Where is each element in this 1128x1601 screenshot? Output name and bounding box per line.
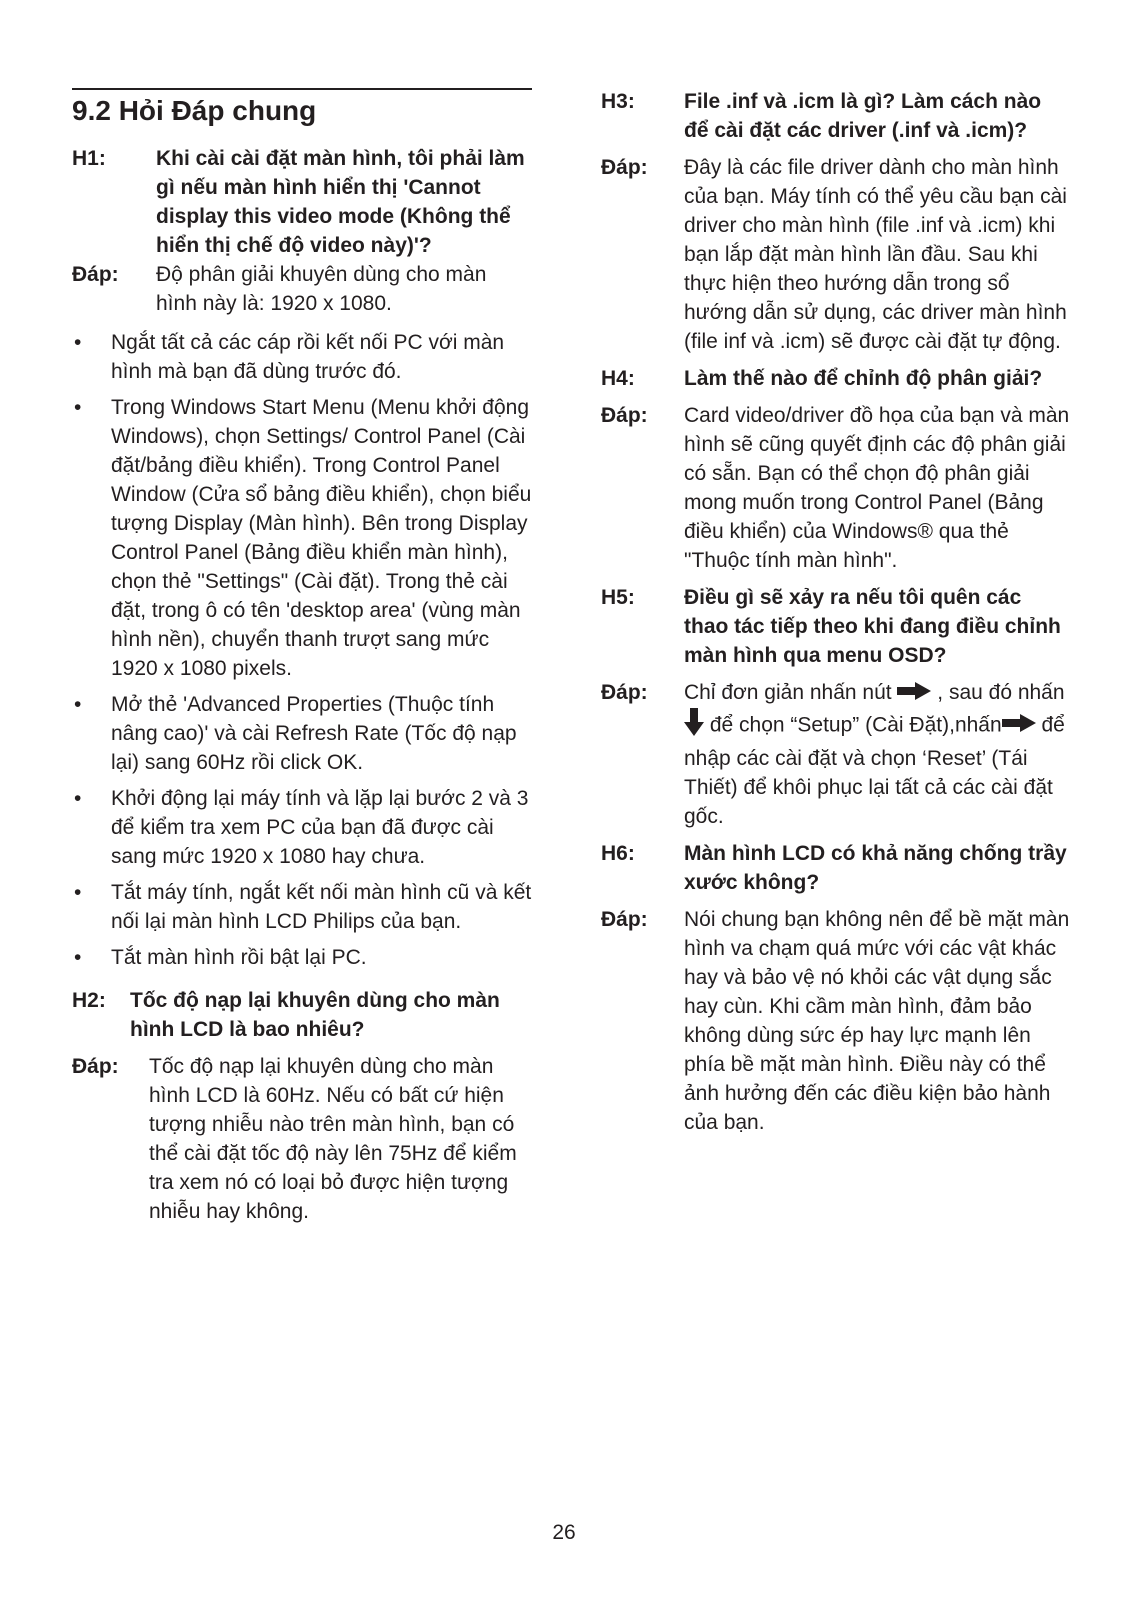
h5-answer-part: để chọn “Setup” (Cài Đặt),nhấn: [704, 713, 1002, 737]
h6-question: [601, 839, 1071, 897]
bullet: •: [74, 946, 82, 969]
answer-label: Đáp:: [72, 1055, 119, 1078]
right-arrow-icon: [897, 679, 931, 708]
list-item-text: Tắt màn hình rồi bật lại PC.: [111, 946, 367, 969]
h3-answer-text: Đây là các file driver dành cho màn hình của bạn. Máy tính có thể yêu cầu bạn cài driver cho màn hình (file .inf và .icm) khi bạn lắp đặt màn hình lần đầu. Sau khi thực hiện theo hướng dẫn trong sổ hướng dẫn sử dụng, các driver màn hình (file inf và .icm) sẽ được cài đặt tự động.: [684, 156, 1067, 353]
h4-answer-text: Card video/driver đồ họa của bạn và màn hình sẽ cũng quyết định các độ phân giải có sẵn. Bạn có thể chọn độ phân giải mong muốn trong Control Panel (Bảng điều khiển) của Windows® qua thẻ "Thuộc tính màn hình".: [684, 404, 1070, 572]
h3-label: H3:: [601, 90, 635, 113]
h3-question-text: File .inf và .icm là gì? Làm cách nào để cài đặt các driver (.inf và .icm)?: [684, 90, 1042, 142]
h4-answer: [601, 401, 1071, 575]
list-item: [72, 328, 532, 386]
down-arrow-icon: [684, 708, 704, 744]
h1-question-text: Khi cài cài đặt màn hình, tôi phải làm gì nếu màn hình hiển thị 'Cannot display this video mode (Không thể hiển thị chế độ video này)'?: [156, 147, 525, 257]
bullet: •: [74, 396, 82, 419]
answer-label: Đáp:: [601, 156, 648, 179]
h2-question: [72, 986, 532, 1044]
h2-question-text: Tốc độ nạp lại khuyên dùng cho màn hình LCD là bao nhiêu?: [130, 989, 500, 1041]
bullet: •: [74, 693, 82, 716]
list-item-text: Khởi động lại máy tính và lặp lại bước 2 và 3 để kiểm tra xem PC của bạn đã được cài sang mức 1920 x 1080 hay chưa.: [111, 787, 529, 868]
h3-answer: [601, 153, 1071, 356]
answer-label: Đáp:: [72, 263, 119, 286]
h6-question-text: Màn hình LCD có khả năng chống trầy xước không?: [684, 841, 1067, 894]
h6-answer-text: Nói chung bạn không nên để bề mặt màn hình va chạm quá mức với các vật khác hay và bảo vệ nó khỏi các vật dụng sắc hay cùn. Khi cầm màn hình, đảm bảo không dùng sức ép hay lực mạnh lên phía bề mặt màn hình. Điều này có thể ảnh hưởng đến các điều kiện bảo hành của bạn.: [684, 907, 1070, 1134]
list-item-text: Tắt máy tính, ngắt kết nối màn hình cũ và kết nối lại màn hình LCD Philips của bạn.: [111, 881, 532, 933]
h5-label: H5:: [601, 586, 635, 609]
h5-answer-part: , sau đó nhấn: [931, 681, 1065, 704]
h1-steps-list: [72, 328, 532, 972]
h3-question: [601, 87, 1071, 145]
section-rule: [72, 88, 532, 90]
section-title: 9.2 Hỏi Đáp chung: [72, 95, 317, 126]
bullet: •: [74, 787, 82, 810]
list-item: [72, 690, 532, 777]
list-item-text: Mở thẻ 'Advanced Properties (Thuộc tính nâng cao)' và cài Refresh Rate (Tốc độ nạp lại) sang 60Hz rồi click OK.: [111, 693, 517, 774]
list-item: [72, 393, 532, 683]
h1-answer-text: Độ phân giải khuyên dùng cho màn hình này là: 1920 x 1080.: [156, 263, 487, 315]
h4-question: [601, 364, 1071, 393]
bullet: •: [74, 881, 82, 904]
list-item-text: Ngắt tất cả các cáp rồi kết nối PC với màn hình mà bạn đã dùng trước đó.: [111, 331, 505, 383]
right-column: [601, 87, 1071, 1137]
list-item: [72, 784, 532, 871]
h5-answer-part: Chỉ đơn giản nhấn nút: [684, 681, 898, 704]
h5-answer-text: [684, 678, 1071, 831]
answer-label: Đáp:: [601, 907, 648, 931]
left-column: [72, 88, 532, 1226]
h4-question-text: Làm thế nào để chỉnh độ phân giải?: [684, 367, 1043, 390]
list-item: [72, 878, 532, 936]
h5-question-text: Điều gì sẽ xảy ra nếu tôi quên các thao tác tiếp theo khi đang điều chỉnh màn hình qua menu OSD?: [684, 586, 1061, 667]
page-number: 26: [552, 1521, 576, 1544]
list-item-text: Trong Windows Start Menu (Menu khởi động Windows), chọn Settings/ Control Panel (Cài đặt/bảng điều khiển). Trong Control Panel Window (Cửa sổ bảng điều khiển), chọn biểu tượng Display (Màn hình). Bên trong Display Control Panel (Bảng điều khiển màn hình), chọn thẻ "Settings" (Cài đặt). Trong thẻ cài đặt, trong ô có tên 'desktop area' (vùng màn hình nền), chuyển thanh trượt sang mức 1920 x 1080 pixels.: [111, 396, 532, 680]
list-item: [72, 943, 532, 972]
right-arrow-icon: [1002, 711, 1036, 740]
h6-label: H6:: [601, 841, 635, 865]
h6-answer: [601, 905, 1071, 1137]
bullet: •: [74, 331, 82, 354]
answer-label: Đáp:: [601, 681, 648, 704]
h5-answer: [601, 678, 1071, 831]
h2-label: H2:: [72, 989, 106, 1012]
h2-answer-text: Tốc độ nạp lại khuyên dùng cho màn hình LCD là 60Hz. Nếu có bất cứ hiện tượng nhiễu nào trên màn hình, bạn có thể cài đặt tốc độ này lên 75Hz để kiểm tra xem nó có loại bỏ được hiện tượng nhiễu hay không.: [149, 1055, 517, 1223]
h1-label: H1:: [72, 147, 106, 170]
h1-question: [72, 144, 532, 260]
h1-answer: [72, 260, 532, 318]
h5-answer-part: để nhập các cài đặt và chọn ‘Reset’ (Tái Thiết) để khôi phục lại tất cả các cài đặt gốc.: [684, 713, 1065, 828]
h5-question: [601, 583, 1071, 670]
h4-label: H4:: [601, 367, 635, 390]
h2-answer: [72, 1052, 532, 1226]
answer-label: Đáp:: [601, 404, 648, 427]
